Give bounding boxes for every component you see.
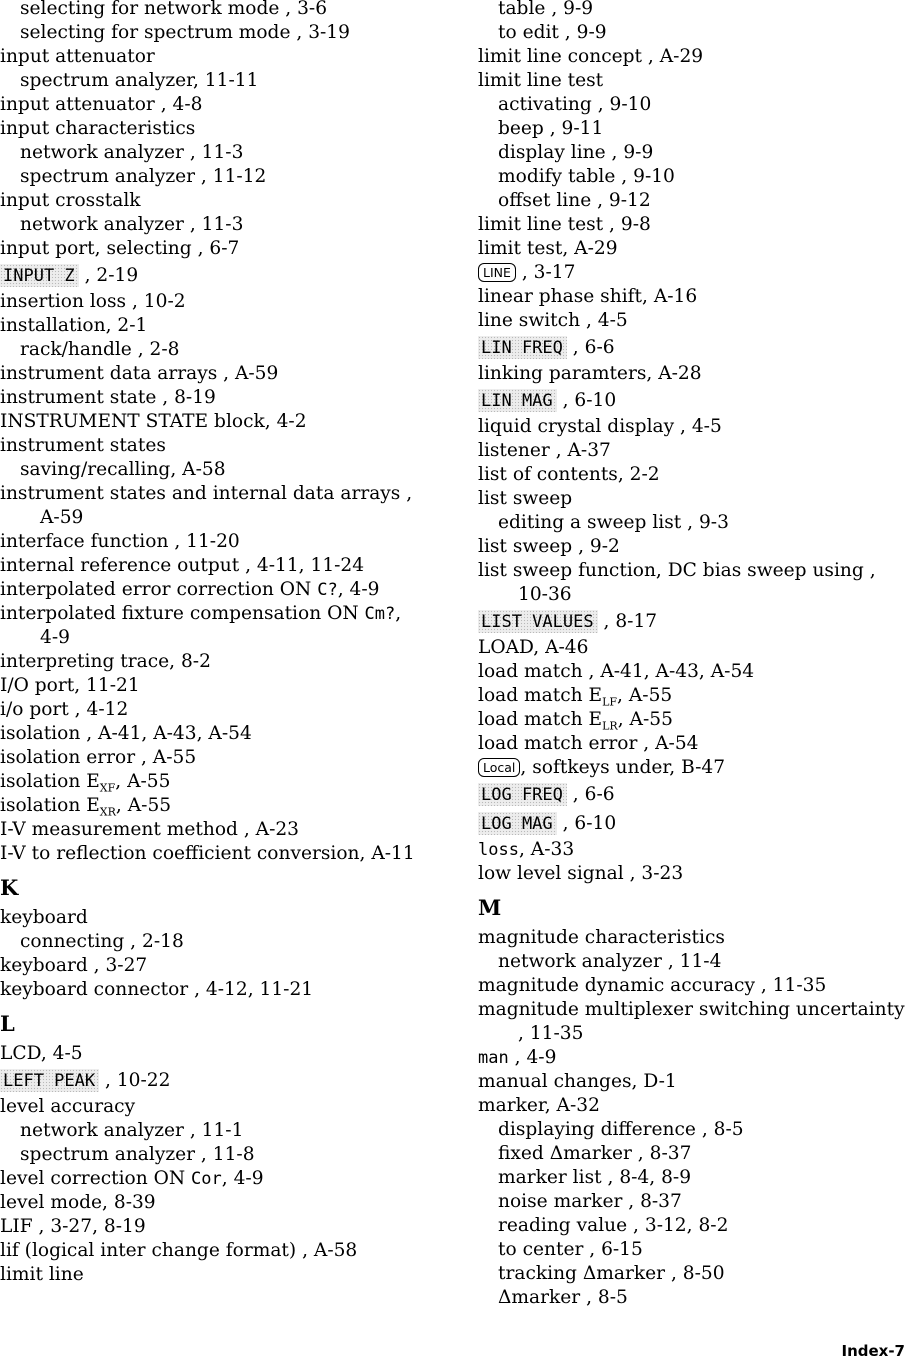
- subscript-term: XR: [99, 805, 116, 819]
- index-entry: [478, 838, 903, 862]
- index-entry-text: , A-55: [115, 795, 172, 816]
- index-entry: limit line concept , A-29: [478, 46, 704, 67]
- softkey-label: LIST VALUES: [478, 610, 598, 633]
- index-entry: magnitude multiplexer switching uncertainty: [478, 999, 905, 1020]
- index-entry: list sweep , 9-2: [478, 536, 620, 557]
- index-entry-text: , 3-17: [515, 262, 576, 283]
- index-entry: [478, 684, 903, 708]
- index-entry: LIF , 3-27, 8-19: [0, 1216, 146, 1237]
- index-subentry: network analyzer , 11-3: [20, 214, 244, 235]
- index-entry-continuation: , 11-35: [518, 1023, 584, 1044]
- index-entry: magnitude dynamic accuracy , 11-35: [478, 975, 827, 996]
- index-subentry: Δmarker , 8-5: [498, 1287, 628, 1308]
- index-subentry: tracking Δmarker , 8-50: [498, 1263, 725, 1284]
- index-entry-text: , A-55: [617, 685, 673, 706]
- index-subentry: to center , 6-15: [498, 1239, 643, 1260]
- index-subentry: displaying difference , 8-5: [498, 1119, 744, 1140]
- index-entry: linear phase shift, A-16: [478, 286, 698, 307]
- index-entry-text: , 6-10: [556, 390, 617, 411]
- softkey-label: LEFT PEAK: [0, 1069, 99, 1092]
- code-term: man: [478, 1048, 509, 1068]
- index-entry: [0, 602, 440, 626]
- subscript-term: LF: [602, 695, 618, 709]
- index-subentry: network analyzer , 11-3: [20, 142, 244, 163]
- index-subentry: rack/handle , 2-8: [20, 339, 180, 360]
- index-entry-text: , 2-19: [78, 265, 139, 286]
- index-entry: installation, 2-1: [0, 315, 148, 336]
- index-entry-text: , 8-17: [597, 611, 658, 632]
- index-subentry: display line , 9-9: [498, 142, 654, 163]
- index-entry: load match error , A-54: [478, 733, 699, 754]
- index-entry: keyboard connector , 4-12, 11-21: [0, 979, 314, 1000]
- code-term: Cm?: [364, 604, 396, 624]
- index-entry-text: , A-55: [617, 709, 673, 730]
- index-subentry: fixed Δmarker , 8-37: [498, 1143, 692, 1164]
- index-entry: isolation , A-41, A-43, A-54: [0, 723, 252, 744]
- index-entry: instrument data arrays , A-59: [0, 363, 279, 384]
- index-subentry: table , 9-9: [498, 0, 594, 19]
- index-entry: INSTRUMENT STATE block, 4-2: [0, 411, 307, 432]
- index-entry: [0, 578, 440, 602]
- code-term: loss: [478, 840, 519, 860]
- index-entry: interpreting trace, 8-2: [0, 651, 211, 672]
- index-entry-text: isolation E: [0, 795, 100, 816]
- index-entry-text: , softkeys under, B-47: [520, 757, 726, 778]
- index-subentry: spectrum analyzer , 11-8: [20, 1144, 255, 1165]
- index-entry-text: load match E: [478, 685, 603, 706]
- index-subentry: marker list , 8-4, 8-9: [498, 1167, 692, 1188]
- section-letter: M: [478, 895, 502, 920]
- index-entry: limit line test: [478, 70, 604, 91]
- index-entry: input attenuator , 4-8: [0, 94, 203, 115]
- index-entry: internal reference output , 4-11, 11-24: [0, 555, 365, 576]
- index-entry: level mode, 8-39: [0, 1192, 156, 1213]
- index-entry-continuation: 10-36: [518, 584, 572, 605]
- index-entry: load match , A-41, A-43, A-54: [478, 661, 755, 682]
- index-entry: lif (logical inter change format) , A-58: [0, 1240, 358, 1261]
- index-entry-text: interpolated fixture compensation ON: [0, 603, 365, 624]
- softkey-label: INPUT Z: [0, 264, 79, 287]
- index-entry: low level signal , 3-23: [478, 863, 684, 884]
- subscript-term: LR: [602, 719, 618, 733]
- index-subentry: spectrum analyzer, 11-11: [20, 70, 259, 91]
- index-subentry: beep , 9-11: [498, 118, 604, 139]
- index-entry: instrument states: [0, 435, 166, 456]
- index-subentry: selecting for spectrum mode , 3-19: [20, 22, 350, 43]
- index-entry: input crosstalk: [0, 190, 141, 211]
- index-subentry: spectrum analyzer , 11-12: [20, 166, 267, 187]
- index-entry: I-V to reflection coefficient conversion, A-11: [0, 843, 415, 864]
- index-entry-text: , 4-9: [221, 1168, 264, 1189]
- index-subentry: network analyzer , 11-4: [498, 951, 722, 972]
- code-term: C?: [317, 580, 338, 600]
- index-subentry: offset line , 9-12: [498, 190, 651, 211]
- index-entry: listener , A-37: [478, 440, 611, 461]
- index-entry: isolation error , A-55: [0, 747, 197, 768]
- index-entry: I/O port, 11-21: [0, 675, 140, 696]
- index-entry-text: isolation E: [0, 771, 100, 792]
- index-entry: [0, 261, 440, 290]
- index-entry: instrument states and internal data arrays ,: [0, 483, 413, 504]
- index-entry: [478, 756, 903, 780]
- index-subentry: noise marker , 8-37: [498, 1191, 682, 1212]
- index-subentry: to edit , 9-9: [498, 22, 607, 43]
- index-entry: [478, 809, 903, 838]
- index-entry: [478, 386, 903, 415]
- index-entry: linking paramters, A-28: [478, 363, 702, 384]
- index-entry-continuation: 4-9: [40, 627, 70, 648]
- index-entry-text: interpolated error correction ON: [0, 579, 318, 600]
- page-number: Index-7: [841, 1342, 905, 1360]
- index-entry: [478, 333, 903, 362]
- softkey-label: LOG MAG: [478, 812, 557, 835]
- index-entry: list sweep: [478, 488, 573, 509]
- index-subentry: activating , 9-10: [498, 94, 652, 115]
- index-entry: [478, 708, 903, 732]
- index-entry-text: load match E: [478, 709, 603, 730]
- index-entry: [0, 1167, 440, 1191]
- section-letter: K: [0, 875, 19, 900]
- index-entry: marker, A-32: [478, 1095, 600, 1116]
- index-entry: level accuracy: [0, 1096, 136, 1117]
- softkey-label: LIN FREQ: [478, 336, 567, 359]
- index-entry-text: , A-55: [115, 771, 171, 792]
- index-entry: limit line test , 9-8: [478, 214, 651, 235]
- index-entry: i/o port , 4-12: [0, 699, 129, 720]
- index-entry: [478, 780, 903, 809]
- index-entry-text: , 6-10: [556, 813, 617, 834]
- index-entry: magnitude characteristics: [478, 927, 725, 948]
- index-subentry: editing a sweep list , 9-3: [498, 512, 729, 533]
- index-entry: interface function , 11-20: [0, 531, 240, 552]
- index-entry: list of contents, 2-2: [478, 464, 660, 485]
- index-entry: LOAD, A-46: [478, 637, 589, 658]
- index-entry: input characteristics: [0, 118, 196, 139]
- index-entry: I-V measurement method , A-23: [0, 819, 300, 840]
- index-column-left: [0, 0, 440, 1287]
- index-entry: limit test, A-29: [478, 238, 618, 259]
- index-entry: input port, selecting , 6-7: [0, 238, 240, 259]
- index-entry-text: , 10-22: [99, 1070, 171, 1091]
- section-letter: L: [0, 1011, 15, 1036]
- subscript-term: XF: [99, 781, 116, 795]
- index-entry: limit line: [0, 1264, 84, 1285]
- index-entry-text: level correction ON: [0, 1168, 192, 1189]
- index-subentry: network analyzer , 11-1: [20, 1120, 244, 1141]
- index-entry: line switch , 4-5: [478, 310, 628, 331]
- index-column-right: [478, 0, 903, 1310]
- index-entry: LCD, 4-5: [0, 1043, 83, 1064]
- softkey-label: LOG FREQ: [478, 783, 567, 806]
- index-subentry: selecting for network mode , 3-6: [20, 0, 328, 19]
- index-entry: [0, 794, 440, 818]
- hardkey-label: LINE: [478, 263, 516, 282]
- index-entry-text: , 4-9: [337, 579, 380, 600]
- index-entry: keyboard , 3-27: [0, 955, 148, 976]
- index-entry: keyboard: [0, 907, 88, 928]
- index-entry-text: , 6-6: [566, 784, 615, 805]
- index-entry: [0, 1066, 440, 1095]
- hardkey-label: Local: [478, 758, 520, 777]
- index-entry: liquid crystal display , 4-5: [478, 416, 722, 437]
- index-entry: [478, 261, 903, 285]
- index-entry: [478, 607, 903, 636]
- index-entry: input attenuator: [0, 46, 155, 67]
- index-subentry: saving/recalling, A-58: [20, 459, 226, 480]
- index-entry: manual changes, D-1: [478, 1071, 677, 1092]
- index-entry-text: , 6-6: [566, 337, 615, 358]
- softkey-label: LIN MAG: [478, 389, 557, 412]
- index-entry-text: ,: [395, 603, 402, 624]
- index-entry: insertion loss , 10-2: [0, 291, 186, 312]
- index-subentry: reading value , 3-12, 8-2: [498, 1215, 729, 1236]
- index-entry: list sweep function, DC bias sweep using ,: [478, 560, 876, 581]
- index-entry-continuation: A-59: [40, 507, 84, 528]
- index-entry: [478, 1046, 903, 1070]
- index-entry-text: , A-33: [518, 839, 575, 860]
- index-entry-text: , 4-9: [508, 1047, 557, 1068]
- code-term: Cor: [191, 1169, 222, 1189]
- index-subentry: modify table , 9-10: [498, 166, 675, 187]
- index-entry: instrument state , 8-19: [0, 387, 216, 408]
- index-entry: [0, 770, 440, 794]
- index-subentry: connecting , 2-18: [20, 931, 184, 952]
